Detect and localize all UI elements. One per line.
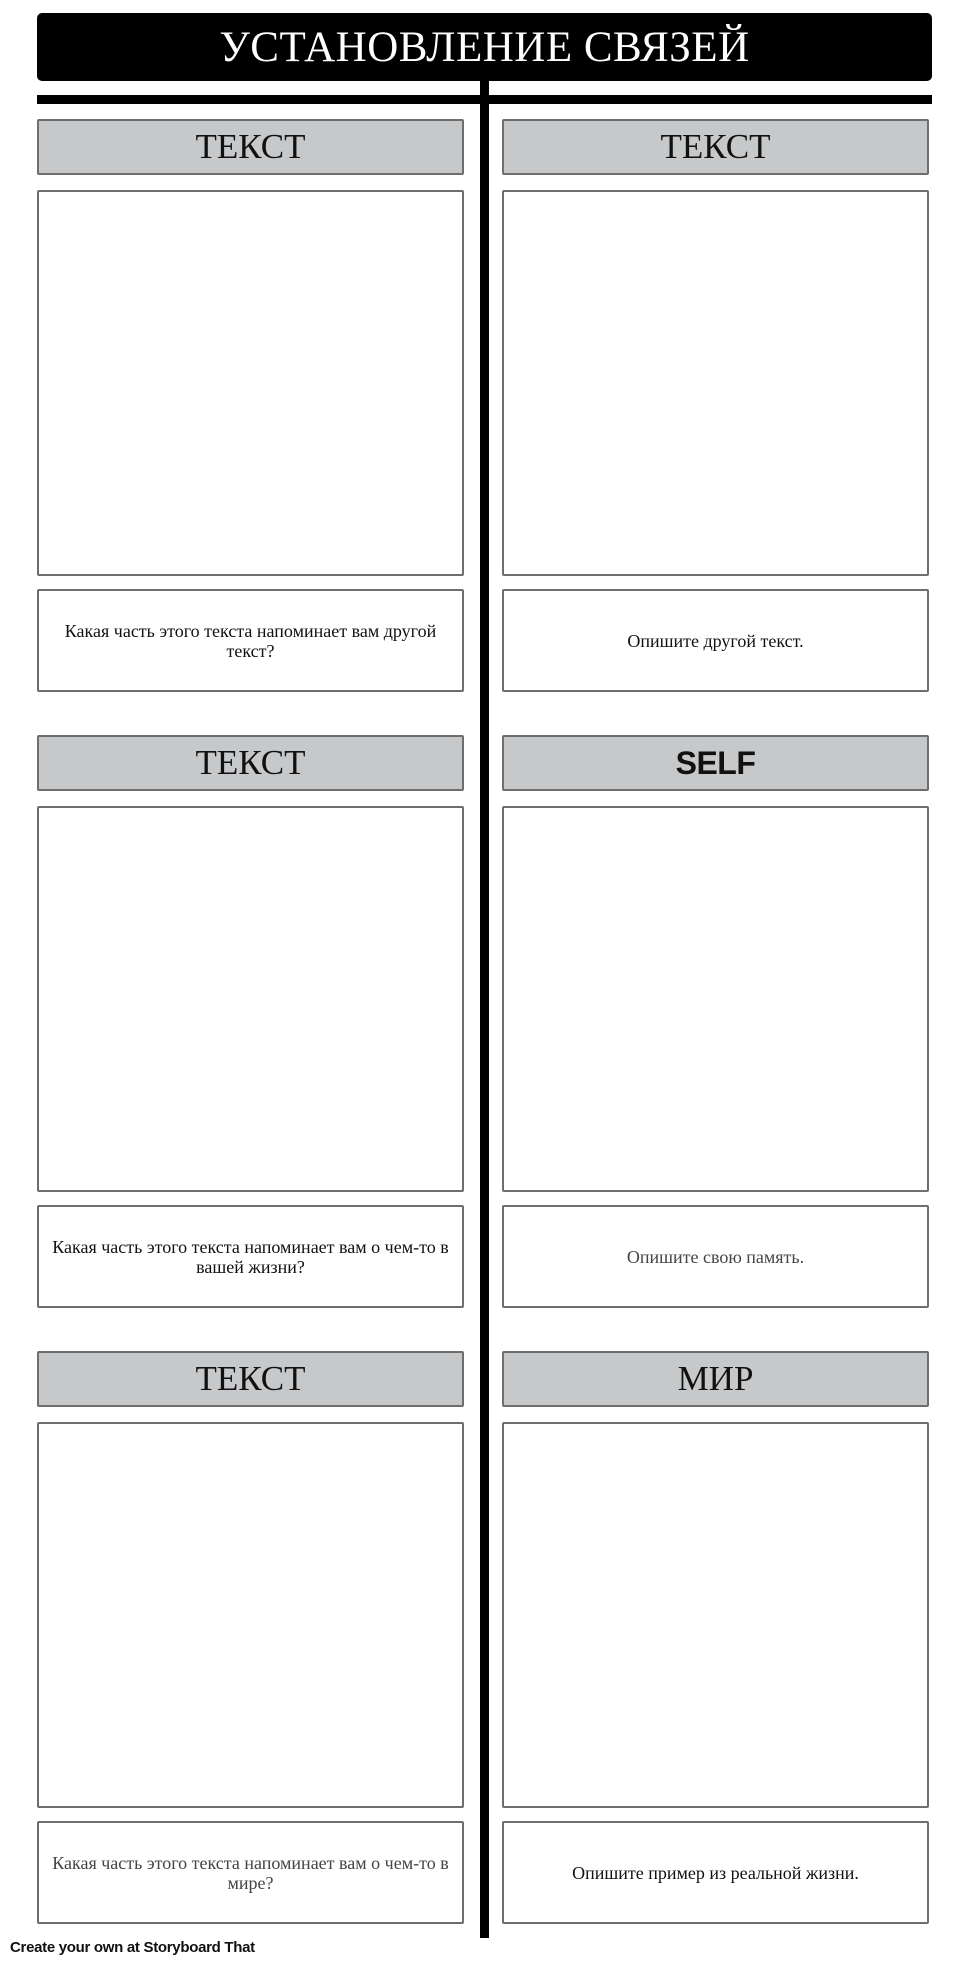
header-row2-left (37, 735, 464, 791)
prompt-text: Опишите свою память. (626, 1246, 805, 1267)
header-label: ТЕКСТ (195, 743, 306, 782)
drawing-cell-row1-right[interactable] (502, 190, 929, 576)
prompt-text: Какая часть этого текста напоминает вам другой текст? (64, 620, 437, 661)
drawing-cell-row3-right[interactable] (502, 1422, 929, 1808)
drawing-cell-row2-right[interactable] (502, 806, 929, 1192)
header-row1-right (502, 119, 929, 175)
vertical-divider (480, 81, 489, 1938)
header-label: ТЕКСТ (660, 127, 771, 166)
prompt-box-row1-right[interactable] (502, 589, 929, 692)
header-label: ТЕКСТ (195, 127, 306, 166)
header-label: ТЕКСТ (195, 1359, 306, 1398)
footer-credit[interactable]: Create your own at Storyboard That (10, 1939, 255, 1956)
prompt-box-row3-right[interactable] (502, 1821, 929, 1924)
prompt-text: Какая часть этого текста напоминает вам о чем-то в вашей жизни? (52, 1236, 449, 1277)
header-row1-left (37, 119, 464, 175)
header-label: SELF (675, 744, 756, 781)
prompt-box-row2-left[interactable] (37, 1205, 464, 1308)
prompt-text: Какая часть этого текста напоминает вам о чем-то в мире? (52, 1852, 449, 1893)
drawing-cell-row1-left[interactable] (37, 190, 464, 576)
header-row2-right (502, 735, 929, 791)
prompt-box-row3-left[interactable] (37, 1821, 464, 1924)
title-banner (37, 13, 932, 81)
prompt-box-row1-left[interactable] (37, 589, 464, 692)
header-label: МИР (677, 1359, 754, 1398)
prompt-text: Опишите пример из реальной жизни. (572, 1862, 859, 1883)
drawing-cell-row3-left[interactable] (37, 1422, 464, 1808)
header-row3-left (37, 1351, 464, 1407)
prompt-text: Опишите другой текст. (627, 630, 804, 651)
prompt-box-row2-right[interactable] (502, 1205, 929, 1308)
drawing-cell-row2-left[interactable] (37, 806, 464, 1192)
page-title: УСТАНОВЛЕНИЕ СВЯЗЕЙ (219, 23, 750, 71)
header-row3-right (502, 1351, 929, 1407)
